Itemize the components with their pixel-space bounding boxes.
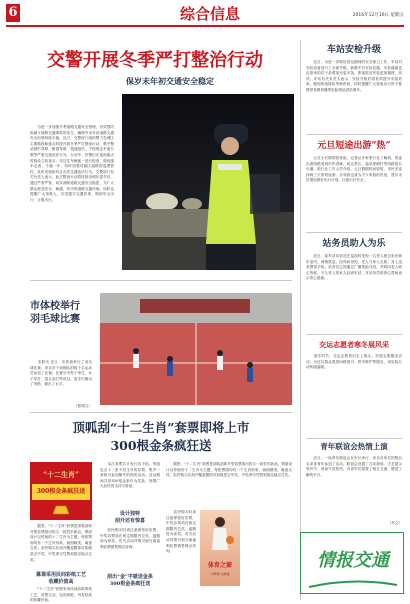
page-number-badge: 6 <box>6 4 20 22</box>
sports-poster-subtitle: 为梦想 为健康 <box>210 572 230 576</box>
badminton-body: 本报讯 近日，市体校举行了羽毛球比赛，来自各个训练队的数十名运动员参加了比赛。比赛分为男子单打、女子单打、混合双打等项目，选手们赛出了风格，赛出了水平。 <box>30 360 92 387</box>
lottery-col3-body: 彩民购买时请注意保管好彩票，中奖彩票须在规定期限内兑奖，逾期视为弃奖。有关活动详情可到当地福利彩票销售网点咨询。 <box>100 528 160 549</box>
header-rule <box>6 25 404 27</box>
right-a1-body: 近日，为进一步做好春运期间的安全保卫工作，车站对安检设备进行了全面升级，新增多台安检仪器，安检通道也由原来的若干条增加至更多条，旅客进站安检更加便捷、高效。车站有关负责人表示，安检升级后将有效提升安检效率，缩短旅客排队等候时间，同时提醒广大旅客出行时不要携带易燃易爆等危险物品进站乘车。 <box>306 60 402 92</box>
lottery-col4-body: 据悉，“十二生肖”套票是顶呱刮即开型彩票推出的又一款贺岁新品，票面设计以传统的十二生肖为主题，每张票面均有一个生肖形象，画面精美，寓意吉祥。彩民购买后刮开覆盖膜即可知晓是否中奖，中奖者可凭票到指定地点兑奖。 <box>166 462 292 478</box>
lottery-subheadline: 300根金条疯狂送 <box>110 438 212 453</box>
right-a4-title: 交运志愿者寒冬展风采 <box>319 340 389 349</box>
gymnasium-photo-icon <box>100 293 292 405</box>
lottery-sub1-title: 设计独特 <box>119 511 140 517</box>
lead-subtitle: 保岁末年初交通安全稳定 <box>126 76 214 86</box>
lottery-sub2-title: 刮出“金”字就送金条 <box>107 574 153 580</box>
date-line: 2016年12月16日 星期五 <box>352 13 404 18</box>
sports-poster <box>200 510 240 586</box>
page-header <box>0 0 410 28</box>
lead-body: 为进一步加强冬季道路交通安全管理，有效预防和减少道路交通事故的发生，确保岁末年初道路交通安全形势持续平稳，近日，交警部门组织警力在城区主要路段和重点时段开展冬季严打整治行动，集中整治酒后驾驶、醉酒驾驶、超速超员、不按规定车道行驶等严重交通违法行为。行动中，民警们在夜间重点时段设立检查点，对过往车辆逐一进行检查，做到逢车必查、不漏一车，同时加强对辖区道路的巡逻管控，及时发现和纠正各类交通违法行为。交警部门有关负责人表示，此次整治行动将持续至明年春节后，通过严查严管，切实消除道路交通安全隐患，为广大群众营造安全、畅通、有序的道路交通环境。同时也提醒广大驾驶人，自觉遵守交通法规，做到安全出行、文明出行。 <box>30 125 114 202</box>
badminton-headline: 市体校举行 羽毛球比赛 <box>30 301 80 325</box>
traffic-police-photo-icon <box>122 94 294 270</box>
lottery-col2-body: 本次套票共计发行若干组，每组包含十二张不同生肖的彩票，集齐一套即可参加额外的抽奖活动。活动期间共设300根金条作为奖品，回馈广大彩民的支持与厚爱。 <box>100 462 160 489</box>
divider-right-1 <box>306 134 402 135</box>
basketball-player-icon <box>200 510 240 560</box>
road-swoosh-icon <box>309 579 397 589</box>
right-a2-title: 元旦短途出游“热” <box>317 141 391 151</box>
lottery-col5-body: 彩民购买时请注意保管好彩票，中奖彩票须在规定期限内兑奖，逾期视为弃奖。有关活动详情可到当地福利彩票销售网点咨询。 <box>166 510 196 554</box>
lottery-banner-line2: 300根金条疯狂送 <box>32 484 90 500</box>
right-a4-body: 寒冬时节，交运志愿者们走上街头，开展志愿服务活动，为过往群众提供问路指引、秩序维护等服务，用实际行动传递温暖。 <box>306 354 402 370</box>
badminton-photo <box>100 293 292 405</box>
traffic-logo-text: 情报交通 <box>317 550 389 571</box>
right-a3-title: 站务员助人为乐 <box>322 239 386 249</box>
lottery-banner-line1: “十二生肖” <box>42 470 80 479</box>
right-a5-body: 近日，一场青年联谊会在市区举行，来自各单位的数百名单身青年参加了活动。联谊会设置了互动游戏、才艺展示等环节，现场气氛热烈，为青年们搭建了相互交流、增进了解的平台。 <box>306 456 402 477</box>
sports-poster-title: 体育之窗 <box>207 562 232 569</box>
lead-photo <box>122 94 294 270</box>
section-title: 综合信息 <box>179 5 240 23</box>
traffic-logo <box>300 532 404 594</box>
badminton-signature: （张明文） <box>74 404 92 408</box>
lottery-headline: 顶呱刮“十二生肖”套票即将上市 <box>72 420 250 435</box>
divider-right-2 <box>306 232 402 233</box>
divider-lead <box>30 280 292 281</box>
divider-right-4 <box>306 438 402 439</box>
right-a5-signature: （肖文） <box>387 521 402 525</box>
divider-right-3 <box>306 334 402 335</box>
lottery-sub2-title2: 300根金条疯狂送 <box>109 581 151 587</box>
right-a2-body: 元旦小长假即将来临，记者从多家旅行社了解到，短途出游线路受到市民青睐，周边景区、温泉度假村等线路报名火爆。旅行社工作人员介绍，元旦假期时间较短，市民多选择两三天的短途游，自驾游也成为不少家庭的首选，建议市民提前做好出行计划，注意出行安全。 <box>306 156 402 183</box>
divider-lottery <box>30 412 292 413</box>
lottery-bottom-headline: 慕课采用民间彩纸工艺 <box>35 572 86 578</box>
right-a3-body: 近日，某车站站务员在巡视时发现一名老人独自坐在候车室内，神情焦急。经询问得知，老人与家人走散，身上没有携带手机。站务员立即通过广播帮助寻找，并陪同老人耐心等候，不久老人的家人赶到车站，对站务员的热心帮助表示衷心感谢。 <box>306 254 402 281</box>
lottery-sub1-title2: 刮开还有惊喜 <box>114 518 145 524</box>
lottery-bottom-body: “十二生肖”套票采用民间彩纸剪纸工艺，造型生动，色彩鲜艳，具有较高的收藏价值。 <box>30 587 92 603</box>
lottery-banner <box>30 462 92 520</box>
right-a5-title: 青年联谊会热情上演 <box>320 442 388 451</box>
gold-bar-icon <box>50 504 72 516</box>
lottery-col1-body: 据悉，“十二生肖”套票是顶呱刮即开型彩票推出的又一款贺岁新品，票面设计以传统的十二生肖为主题，每张票面均有一个生肖形象，画面精美，寓意吉祥。彩民购买后刮开覆盖膜即可知晓是否中奖，中奖者可凭票到指定地点兑奖。 <box>30 524 92 562</box>
lead-headline: 交警开展冬季严打整治行动 <box>47 50 263 71</box>
column-divider <box>300 40 301 600</box>
right-a1-title: 车站安检升级 <box>326 45 381 55</box>
lottery-bottom-headline2: 收藏价值高 <box>48 579 74 585</box>
